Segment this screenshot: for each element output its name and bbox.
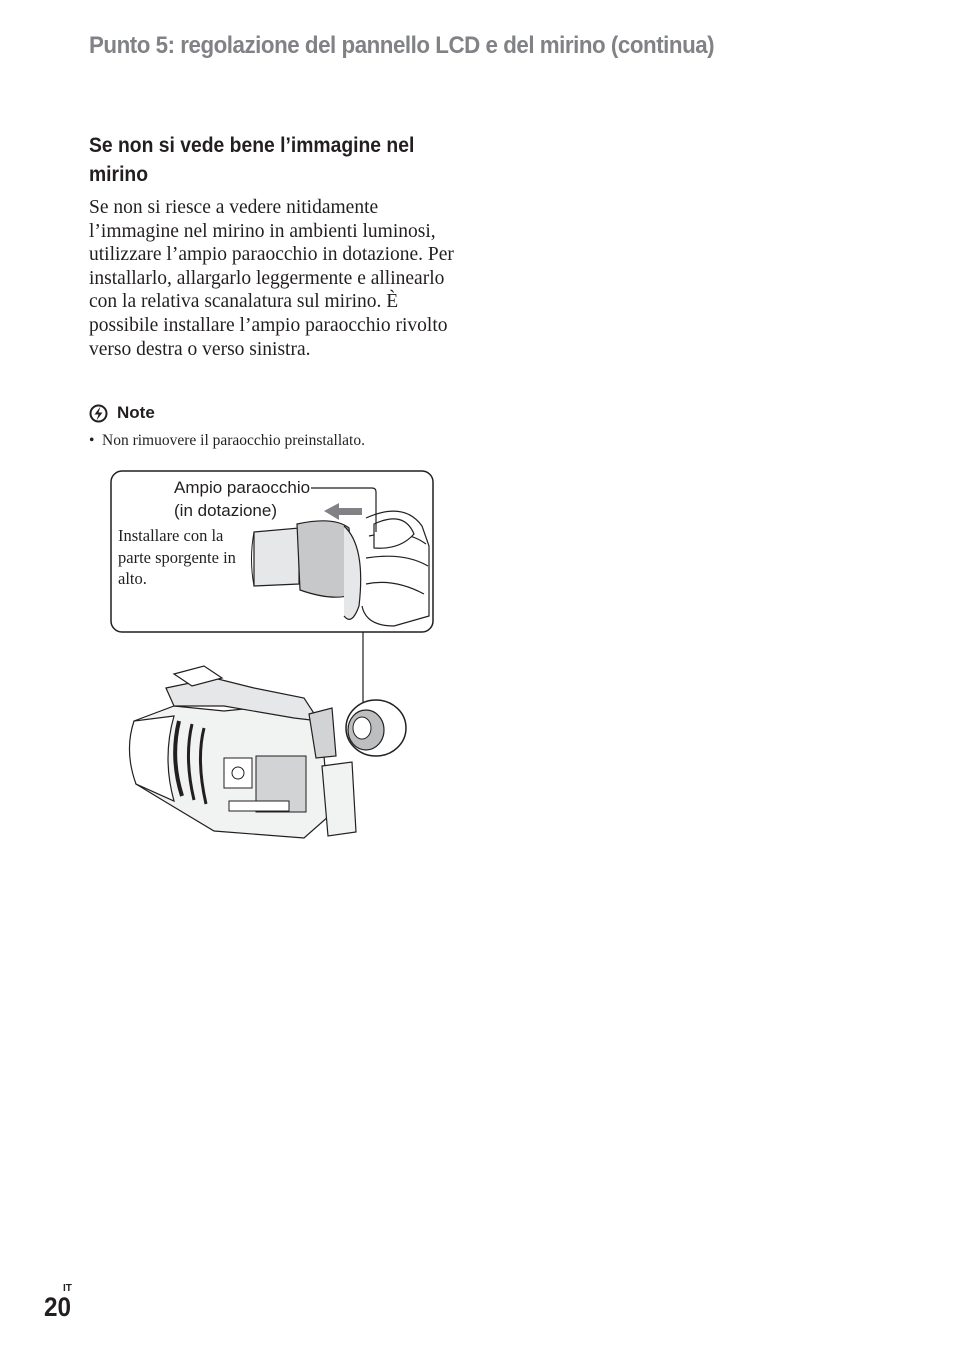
note-item-text: Non rimuovere il paraocchio preinstallato.	[102, 432, 365, 449]
note-label: Note	[117, 403, 155, 422]
note-list-item: • Non rimuovere il paraocchio preinstallato.	[89, 432, 365, 449]
section-body-text: Se non si riesce a vedere nitidamente l’immagine nel mirino in ambienti luminosi, utilizzare l’ampio paraocchio in dotazione. Per installarlo, allargarlo leggermente e allinearlo con la relativa scanalatura sul mirino. È possibile installare l’ampio paraocchio rivolto verso destra o verso sinistra.	[89, 197, 454, 360]
section-heading: Se non si vede bene l’immagine nel mirino	[89, 134, 415, 186]
page-language-code: IT	[63, 1283, 72, 1294]
note-heading	[89, 403, 155, 423]
note-warning-icon	[89, 404, 108, 423]
page-number: 20	[44, 1292, 72, 1322]
callout-label-line2: (in dotazione)	[174, 501, 278, 520]
camcorder-eyecup-drawing	[104, 466, 444, 846]
callout-label-line1: Ampio paraocchio	[174, 478, 311, 497]
eyecup-illustration	[104, 466, 444, 846]
install-instruction-text: Installare con la parte sporgente in alto.	[118, 526, 236, 588]
callout-label	[174, 476, 310, 522]
page-header-title: Punto 5: regolazione del pannello LCD e del mirino (continua)	[89, 32, 715, 59]
